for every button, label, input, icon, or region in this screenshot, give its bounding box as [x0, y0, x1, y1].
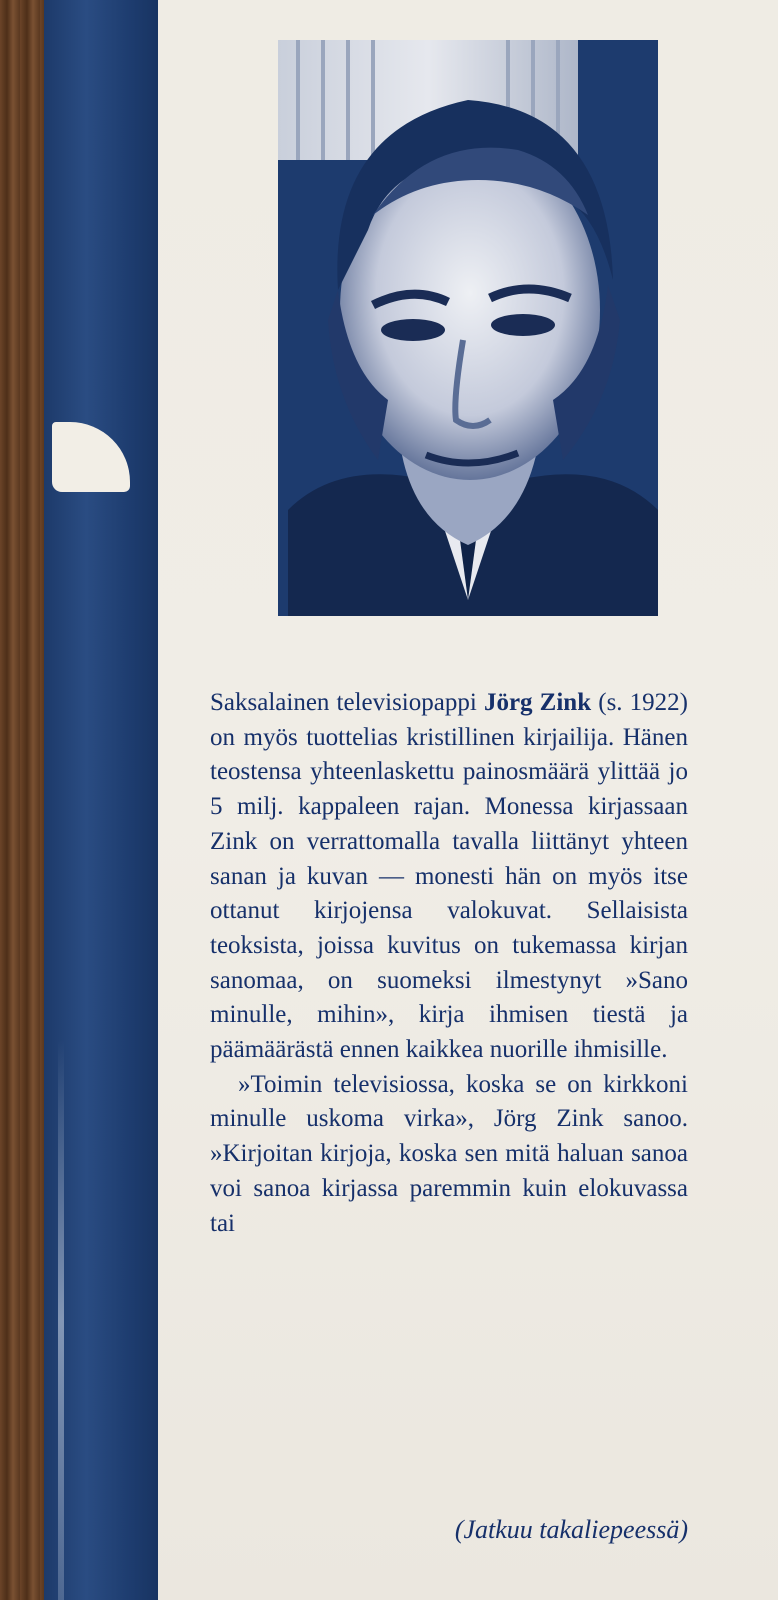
- continuation-note: (Jatkuu takaliepeessä): [454, 1515, 688, 1544]
- author-portrait-photo: [278, 40, 658, 616]
- bio-paragraph-1-text: (s. 1922) on myös tuottelias kristillinen kirjailija. Hänen teostensa yhteenlaskettu painosmäärä ylittää jo 5 milj. kappaleen rajan. Monessa kirjassaan Zink on verrattomalla tavalla liittänyt yhteen sanan ja kuvan — monesti hän on myös itse ottanut kirjojensa valokuvat. Sellaisista teoksista, joissa kuvitus on tukemassa kirjan sanomaa, on suomeksi ilmestynyt »Sano minulle, mihin», kirja ihmisen tiestä ja päämäärästä ennen kaikkea nuorille ihmisille.: [210, 689, 689, 1064]
- bio-intro-text: Saksalainen televisiopappi: [210, 689, 484, 716]
- bio-paragraph-1: [210, 686, 688, 1068]
- portrait-illustration: [278, 40, 658, 616]
- bio-paragraph-2: »Toimin televisiossa, koska se on kirkkoni minulle uskoma virka», Jörg Zink sanoo. »Kirjoitan kirjoja, koska sen mitä haluan sanoa voi sanoa kirjassa paremmin kuin elokuvassa tai: [210, 1070, 688, 1237]
- spine-crease: [58, 1040, 64, 1600]
- author-biography: [210, 686, 688, 1241]
- author-name: Jörg Zink: [483, 689, 592, 716]
